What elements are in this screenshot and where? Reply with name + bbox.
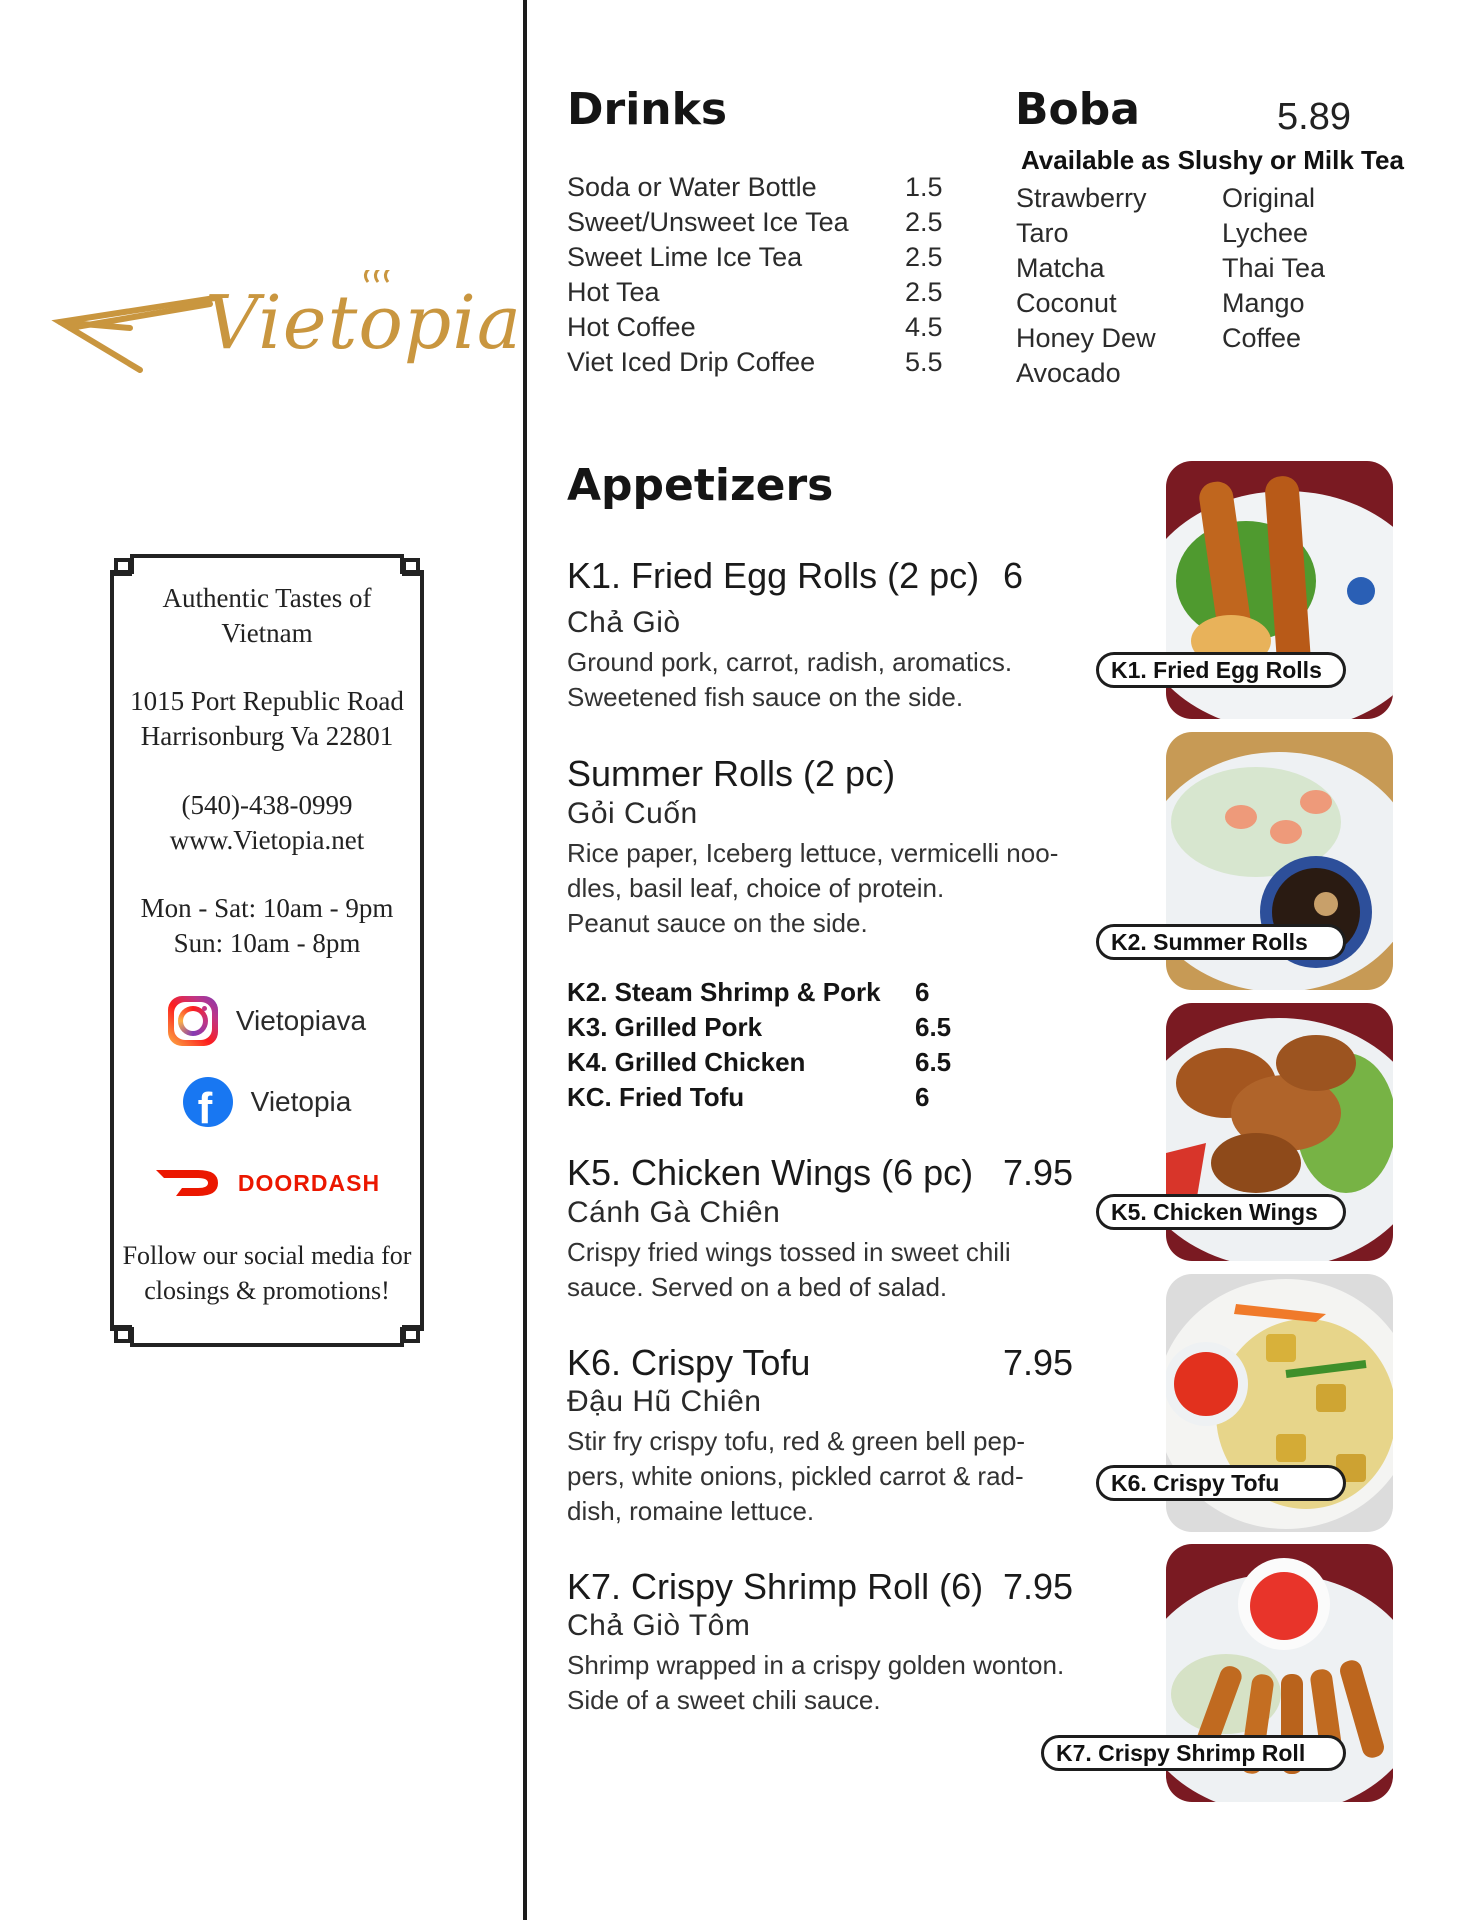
doordash-label: DOORDASH: [237, 1169, 381, 1196]
instagram-icon: [168, 996, 218, 1046]
drink-item: [567, 347, 947, 382]
facebook-icon: f: [183, 1077, 233, 1127]
item-desc-line: Sweetened fish sauce on the side.: [567, 682, 964, 712]
boba-flavor: Thai Tea: [1222, 253, 1326, 283]
boba-subtitle: Available as Slushy or Milk Tea: [1021, 145, 1404, 175]
boba-flavor: Mango: [1222, 288, 1305, 318]
item-desc-line: dles, basil leaf, choice of protein.: [567, 873, 945, 903]
item-desc-line: Shrimp wrapped in a crispy golden wonton.: [567, 1650, 1065, 1680]
boba-flavor: Honey Dew: [1016, 323, 1156, 353]
item-desc-line: Ground pork, carrot, radish, aromatics.: [567, 647, 1013, 677]
photo-label: K1. Fried Egg Rolls: [1096, 652, 1346, 688]
item-title-k1: K1. Fried Egg Rolls (2 pc): [567, 555, 980, 596]
item-price-k6: 7.95: [1003, 1342, 1074, 1383]
summer-roll-option: [567, 1012, 987, 1047]
option-name: K4. Grilled Chicken: [567, 1047, 806, 1077]
drink-item: [567, 172, 947, 207]
drink-name: Soda or Water Bottle: [567, 172, 817, 202]
item-desc-line: sauce. Served on a bed of salad.: [567, 1272, 948, 1302]
column-divider: [523, 0, 527, 1920]
item-desc-line: Rice paper, Iceberg lettuce, vermicelli noo-: [567, 838, 1059, 868]
drink-item: [567, 277, 947, 312]
brand-name: Vietopia: [205, 280, 523, 366]
photo-label: K5. Chicken Wings: [1096, 1194, 1346, 1230]
item-title-k6: K6. Crispy Tofu: [567, 1342, 811, 1383]
instagram-handle: Vietopiava: [235, 1005, 367, 1036]
vietopia-logo: [40, 270, 523, 400]
boba-price: 5.89: [1277, 96, 1351, 138]
doordash-icon: [154, 1166, 220, 1200]
item-desc-line: Crispy fried wings tossed in sweet chili: [567, 1237, 1011, 1267]
item-desc-line: Peanut sauce on the side.: [567, 908, 868, 938]
option-price: 6.5: [915, 1012, 952, 1042]
item-viet-k5: Cánh Gà Chiên: [567, 1196, 781, 1229]
address-line-2: Harrisonburg Va 22801: [140, 721, 394, 751]
option-price: 6: [915, 977, 930, 1007]
item-price-k7: 7.95: [1003, 1566, 1074, 1607]
boba-flavor: Coffee: [1222, 323, 1302, 353]
phone-number[interactable]: (540)-438-0999: [181, 790, 353, 820]
boba-heading: Boba: [1015, 84, 1140, 135]
appetizers-heading: Appetizers: [567, 460, 834, 511]
item-viet-k7: Chả Giò Tôm: [567, 1609, 751, 1642]
drink-name: Viet Iced Drip Coffee: [567, 347, 816, 377]
boba-flavor: Taro: [1016, 218, 1069, 248]
drink-name: Sweet/Unsweet Ice Tea: [567, 207, 849, 237]
tagline-line-1: Authentic Tastes of: [162, 583, 372, 613]
item-desc-line: Side of a sweet chili sauce.: [567, 1685, 881, 1715]
drink-name: Hot Tea: [567, 277, 660, 307]
item-viet-summer-rolls: Gỏi Cuốn: [567, 797, 698, 830]
item-viet-k6: Đậu Hũ Chiên: [567, 1385, 762, 1418]
hours-line-2: Sun: 10am - 8pm: [173, 928, 361, 958]
item-desc-line: pers, white onions, pickled carrot & rad-: [567, 1461, 1024, 1491]
facebook-handle: Vietopia: [250, 1086, 352, 1117]
boba-flavor: Avocado: [1016, 358, 1121, 388]
drink-price: 1.5: [905, 172, 943, 202]
tagline-line-2: Vietnam: [221, 618, 313, 648]
website-link[interactable]: www.Vietopia.net: [169, 825, 365, 855]
summer-roll-option: [567, 1047, 987, 1082]
summer-roll-option: [567, 1082, 987, 1117]
photo-label: K2. Summer Rolls: [1096, 924, 1346, 960]
item-title-k7: K7. Crispy Shrimp Roll (6): [567, 1566, 984, 1607]
drinks-heading: Drinks: [567, 84, 728, 135]
item-desc-line: dish, romaine lettuce.: [567, 1496, 815, 1526]
drink-price: 2.5: [905, 242, 943, 272]
restaurant-info-box: [102, 548, 432, 1353]
boba-flavor: Coconut: [1016, 288, 1117, 318]
item-price-k5: 7.95: [1003, 1152, 1074, 1193]
boba-flavor: Lychee: [1222, 218, 1309, 248]
item-title-k5: K5. Chicken Wings (6 pc): [567, 1152, 974, 1193]
item-price-k1: 6: [1003, 555, 1024, 596]
boba-flavor: Strawberry: [1016, 183, 1147, 213]
drink-price: 2.5: [905, 207, 943, 237]
drink-item: [567, 312, 947, 347]
drink-price: 2.5: [905, 277, 943, 307]
option-price: 6: [915, 1082, 930, 1112]
instagram-link[interactable]: [102, 991, 432, 1051]
drink-item: [567, 207, 947, 242]
drink-price: 5.5: [905, 347, 943, 377]
item-viet-k1: Chả Giò: [567, 606, 681, 639]
doordash-link[interactable]: [102, 1153, 432, 1213]
photo-label: K7. Crispy Shrimp Roll: [1041, 1735, 1346, 1771]
drink-item: [567, 242, 947, 277]
option-name: K3. Grilled Pork: [567, 1012, 763, 1042]
item-title-summer-rolls: Summer Rolls (2 pc): [567, 753, 896, 794]
drink-name: Hot Coffee: [567, 312, 696, 342]
drink-price: 4.5: [905, 312, 943, 342]
option-name: KC. Fried Tofu: [567, 1082, 745, 1112]
boba-flavor: Original: [1222, 183, 1316, 213]
address-line-1: 1015 Port Republic Road: [130, 686, 404, 716]
follow-line-1: Follow our social media for: [122, 1241, 412, 1270]
follow-line-2: closings & promotions!: [144, 1276, 390, 1305]
item-desc-line: Stir fry crispy tofu, red & green bell pep-: [567, 1426, 1026, 1456]
drink-name: Sweet Lime Ice Tea: [567, 242, 803, 272]
option-price: 6.5: [915, 1047, 952, 1077]
boba-flavor: Matcha: [1016, 253, 1105, 283]
option-name: K2. Steam Shrimp & Pork: [567, 977, 881, 1007]
summer-roll-option: [567, 977, 987, 1012]
facebook-link[interactable]: [102, 1072, 432, 1132]
hours-line-1: Mon - Sat: 10am - 9pm: [140, 893, 394, 923]
photo-label: K6. Crispy Tofu: [1096, 1465, 1346, 1501]
